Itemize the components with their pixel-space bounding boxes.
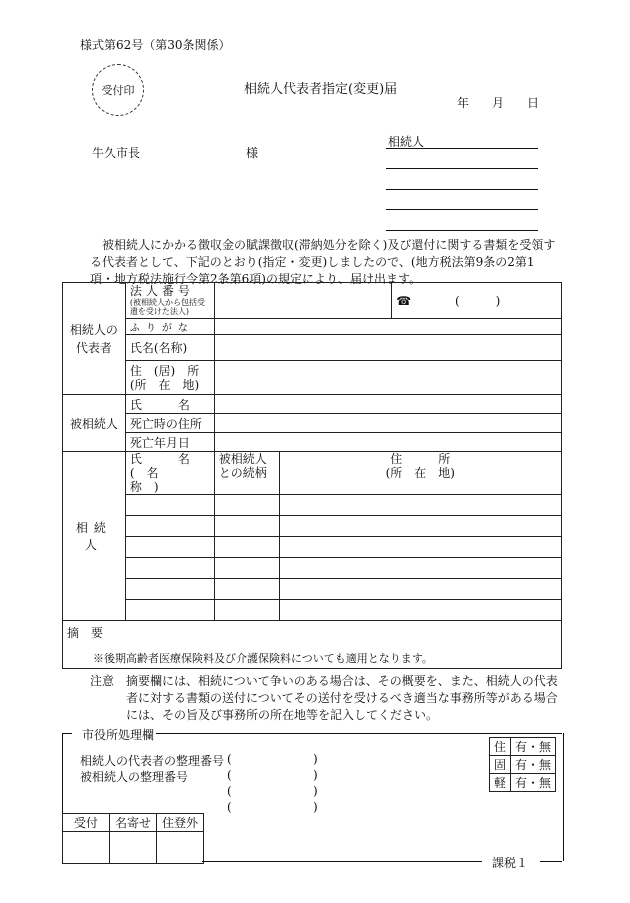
form-title: 相続人代表者指定(変更)届 xyxy=(244,82,398,97)
heir-relation-cell[interactable] xyxy=(214,600,279,621)
office-top-line xyxy=(148,733,562,734)
address-label: 住 (居) 所 (所 在 地) xyxy=(125,361,214,395)
heir-name-cell[interactable] xyxy=(125,537,214,558)
paren-open: ( xyxy=(227,752,232,766)
deceased-address-field[interactable] xyxy=(214,414,561,433)
phone-field[interactable] xyxy=(392,283,562,319)
heir-address-cell[interactable] xyxy=(279,495,561,516)
heir-relation-cell[interactable] xyxy=(214,516,279,537)
paren-open: ( xyxy=(227,768,232,782)
office-bottom-line xyxy=(540,861,562,862)
summary-note: ※後期高齢者医療保険料及び介護保険料についても適用となります。 xyxy=(93,652,433,665)
paren-close: ) xyxy=(313,800,318,814)
tax-value[interactable]: 有・無 xyxy=(511,756,556,774)
furigana-field[interactable] xyxy=(214,319,561,335)
form-number: 様式第62号（第30条関係） xyxy=(80,38,231,52)
heir-relation-cell[interactable] xyxy=(214,537,279,558)
name-label: 氏名(名称) xyxy=(125,335,214,361)
stamp-cell[interactable] xyxy=(157,832,204,864)
col-relation-header: 被相続人 との続柄 xyxy=(214,452,279,495)
paren-close: ) xyxy=(313,784,318,798)
deceased-name-label: 氏 名 xyxy=(125,395,214,414)
tax-label: 住 xyxy=(490,738,511,756)
heir-name-cell[interactable] xyxy=(125,516,214,537)
representative-label: 相続人の代表者 xyxy=(63,283,126,395)
paren-close: ) xyxy=(313,768,318,782)
heirs-label: 相続人 xyxy=(388,135,425,149)
addressee-name: 牛久市長 xyxy=(92,146,141,160)
date-year: 年 xyxy=(457,96,470,110)
heir-address-cell[interactable] xyxy=(279,600,561,621)
col-address-header: 住 所 (所 在 地) xyxy=(279,452,561,495)
deceased-address-label: 死亡時の住所 xyxy=(125,414,214,433)
summary-label: 摘 要 xyxy=(67,626,104,640)
deceased-label: 被相続人 xyxy=(63,395,126,452)
section-label: 課税１ xyxy=(492,856,529,870)
tax-value[interactable]: 有・無 xyxy=(511,738,556,756)
stamp-table xyxy=(62,813,204,864)
tax-table xyxy=(489,737,556,792)
heir-name-cell[interactable] xyxy=(125,579,214,600)
death-date-label: 死亡年月日 xyxy=(125,433,214,452)
death-date-field[interactable] xyxy=(214,433,561,452)
addressee-honorific: 様 xyxy=(246,146,259,160)
heir-line-5[interactable] xyxy=(386,230,538,231)
tax-value[interactable]: 有・無 xyxy=(511,774,556,792)
stamp-header: 受付 xyxy=(63,814,110,832)
heir-address-cell[interactable] xyxy=(279,516,561,537)
paren-open: ( xyxy=(227,800,232,814)
heir-name-cell[interactable] xyxy=(125,495,214,516)
deceased-name-field[interactable] xyxy=(214,395,561,414)
office-bottom-line xyxy=(202,861,482,862)
heir-address-cell[interactable] xyxy=(279,537,561,558)
tax-label: 固 xyxy=(490,756,511,774)
main-table xyxy=(62,282,562,669)
heir-line-1[interactable] xyxy=(386,148,538,149)
reception-stamp xyxy=(92,64,144,116)
tax-label: 軽 xyxy=(490,774,511,792)
paren-open: ( xyxy=(227,784,232,798)
rep-number-label: 相続人の代表者の整理番号 xyxy=(80,754,225,768)
stamp-header: 住登外 xyxy=(157,814,204,832)
office-title: 市役所処理欄 xyxy=(82,728,155,742)
heir-name-cell[interactable] xyxy=(125,600,214,621)
address-field[interactable] xyxy=(214,361,561,395)
office-top-line xyxy=(62,733,72,734)
notes: 注意 摘要欄には、相続について争いのある場合は、その概要を、また、相続人の代表 者に対する書類の送付についてその送付を受けるべき適当な事務所等がある場合 には、その旨及び事務所の所在地等を記入してください。 xyxy=(90,674,558,722)
corp-number-field[interactable] xyxy=(214,283,391,319)
phone-parens: ( ) xyxy=(455,294,501,308)
paren-close: ) xyxy=(313,752,318,766)
corp-number-label: 法人番号 (被相続人から包括受遺を受けた法人) xyxy=(125,283,214,319)
col-name-header: 氏 名 ( 名 称 ) xyxy=(125,452,214,495)
heir-relation-cell[interactable] xyxy=(214,558,279,579)
stamp-header: 名寄せ xyxy=(110,814,157,832)
summary-field[interactable] xyxy=(63,621,562,669)
deceased-number-label: 被相続人の整理番号 xyxy=(80,770,189,784)
heir-relation-cell[interactable] xyxy=(214,495,279,516)
notes-label: 注意 xyxy=(90,674,115,688)
date-day: 日 xyxy=(527,96,540,110)
furigana-label: ふりがな xyxy=(125,319,214,335)
heir-address-cell[interactable] xyxy=(279,579,561,600)
heir-line-3[interactable] xyxy=(386,189,538,190)
heir-line-2[interactable] xyxy=(386,168,538,169)
stamp-cell[interactable] xyxy=(63,832,110,864)
phone-icon: ☎ xyxy=(396,294,412,308)
stamp-label: 受付印 xyxy=(101,84,135,97)
heir-relation-cell[interactable] xyxy=(214,579,279,600)
date-month: 月 xyxy=(492,96,505,110)
name-field[interactable] xyxy=(214,335,561,361)
body-text: 被相続人にかかる徴収金の賦課徴収(滞納処分を除く)及び還付に関する書類を受領する代表者として、下記のとおり(指定・変更)しましたので、(地方税法第9条の2第1項・地方税法施行令第2条第6項)の規定により、届け出ます。 xyxy=(90,238,556,286)
stamp-cell[interactable] xyxy=(110,832,157,864)
heir-address-cell[interactable] xyxy=(279,558,561,579)
heir-line-4[interactable] xyxy=(386,209,538,210)
heirs-section-label: 相続人 xyxy=(63,452,126,621)
heir-name-cell[interactable] xyxy=(125,558,214,579)
